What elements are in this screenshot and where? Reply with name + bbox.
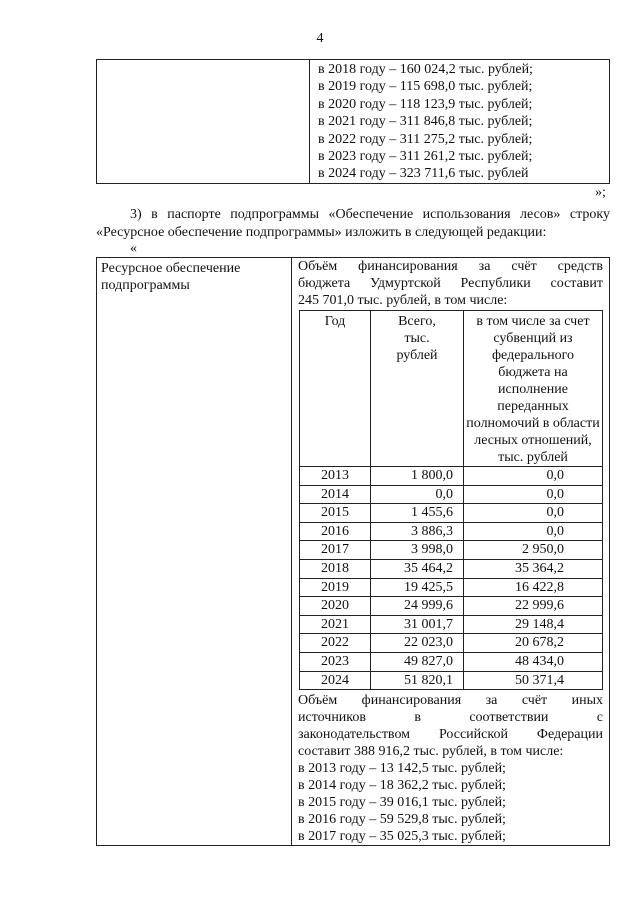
other-sources-line: составит 388 916,2 тыс. рублей, в том числе:: [298, 744, 564, 760]
intro-line: 245 701,0 тыс. рублей, в том числе:: [298, 293, 508, 308]
funding-line: в 2022 году – 311 275,2 тыс. рублей;: [318, 131, 533, 147]
header-subvention-text: в том числе за счет: [476, 314, 590, 329]
total-cell: 3 886,3: [371, 522, 464, 541]
year-cell: 2016: [300, 522, 371, 541]
header-total-text: рублей: [396, 348, 438, 363]
resource-provision-table: [96, 257, 610, 846]
total-cell: 51 820,1: [371, 671, 464, 690]
table-row: [300, 615, 603, 634]
year-cell: 2013: [300, 467, 371, 486]
intro-line: бюджета Удмуртской Республики составит: [298, 276, 603, 291]
subvention-cell: 20 678,2: [464, 634, 603, 653]
funding-line: в 2019 году – 115 698,0 тыс. рублей;: [318, 79, 533, 95]
subvention-cell: 0,0: [464, 467, 603, 486]
header-subvention-text: тыс. рублей: [498, 450, 568, 465]
year-cell: 2017: [300, 541, 371, 560]
total-cell: 19 425,5: [371, 578, 464, 597]
year-funding-line: в 2014 году – 18 362,2 тыс. рублей;: [298, 778, 506, 794]
year-cell: 2024: [300, 671, 371, 690]
resource-label-line: Ресурсное обеспечение: [101, 261, 241, 276]
header-subvention-text: бюджета на: [498, 365, 568, 380]
total-cell: 49 827,0: [371, 652, 464, 671]
other-sources-line: законодательством Российской Федерации: [298, 727, 603, 743]
funding-line: в 2020 году – 118 123,9 тыс. рублей;: [318, 96, 533, 112]
total-cell: 24 999,6: [371, 597, 464, 616]
other-sources-line: Объём финансирования за счёт иных: [298, 693, 603, 709]
table-row: [300, 559, 603, 578]
total-cell: 1 800,0: [371, 467, 464, 486]
other-sources-line: источников в соответствии с: [298, 710, 603, 726]
total-cell: 0,0: [371, 485, 464, 504]
subvention-cell: 29 148,4: [464, 615, 603, 634]
header-year-text: Год: [324, 314, 346, 329]
year-cell: 2022: [300, 634, 371, 653]
table-row: [300, 597, 603, 616]
subvention-cell: 22 999,6: [464, 597, 603, 616]
year-funding-line: в 2015 году – 39 016,1 тыс. рублей;: [298, 795, 506, 811]
year-cell: 2018: [300, 559, 371, 578]
total-cell: 31 001,7: [371, 615, 464, 634]
subvention-cell: 48 434,0: [464, 652, 603, 671]
header-subvention: [464, 311, 603, 467]
year-funding-line: в 2017 году – 35 025,3 тыс. рублей;: [298, 829, 506, 845]
year-cell: 2014: [300, 485, 371, 504]
resource-content-cell: [292, 258, 610, 846]
header-total: [371, 311, 464, 467]
year-cell: 2019: [300, 578, 371, 597]
year-cell: 2015: [300, 504, 371, 523]
subvention-cell: 50 371,4: [464, 671, 603, 690]
subvention-cell: 0,0: [464, 485, 603, 504]
resource-label-cell: [97, 258, 292, 846]
year-cell: 2021: [300, 615, 371, 634]
intro-line: Объём финансирования за счёт средств: [298, 259, 603, 274]
total-cell: 3 998,0: [371, 541, 464, 560]
year-cell: 2020: [300, 597, 371, 616]
header-year: [300, 311, 371, 467]
table-row: [300, 485, 603, 504]
table-row: [300, 504, 603, 523]
header-subvention-text: исполнение: [498, 382, 568, 397]
closing-quote: »;: [595, 185, 606, 200]
budget-by-year-table: [299, 310, 603, 690]
funding-line: в 2021 году – 311 846,8 тыс. рублей;: [318, 114, 533, 130]
header-subvention-text: полномочий в области: [466, 416, 600, 431]
header-subvention-text: переданных: [497, 399, 569, 414]
top-table-values-cell: [310, 60, 610, 184]
table-row: [300, 522, 603, 541]
funding-line: в 2018 году – 160 024,2 тыс. рублей;: [318, 62, 533, 77]
year-cell: 2023: [300, 652, 371, 671]
table-row: [300, 634, 603, 653]
header-subvention-text: лесных отношений,: [474, 433, 592, 448]
resource-label-line: подпрограммы: [101, 278, 190, 293]
subvention-cell: 0,0: [464, 522, 603, 541]
funding-line: в 2024 году – 323 711,6 тыс. рублей: [318, 166, 529, 182]
table-row: [300, 467, 603, 486]
header-subvention-text: субвенций из: [493, 331, 573, 346]
year-funding-line: в 2013 году – 13 142,5 тыс. рублей;: [298, 761, 506, 777]
subvention-cell: 16 422,8: [464, 578, 603, 597]
subvention-cell: 2 950,0: [464, 541, 603, 560]
header-subvention-text: федерального: [491, 348, 575, 363]
year-funding-line: в 2016 году – 59 529,8 тыс. рублей;: [298, 812, 506, 828]
opening-quote: «: [130, 241, 137, 256]
header-total-text: Всего,: [398, 314, 436, 329]
funding-line: в 2023 году – 311 261,2 тыс. рублей;: [318, 148, 533, 164]
total-cell: 35 464,2: [371, 559, 464, 578]
subvention-cell: 0,0: [464, 504, 603, 523]
subvention-cell: 35 364,2: [464, 559, 603, 578]
table-row: [300, 652, 603, 671]
table-row: [300, 578, 603, 597]
header-total-text: тыс.: [404, 331, 430, 346]
table-row: [300, 671, 603, 690]
paragraph-line-1: 3) в паспорте подпрограммы «Обеспечение использования лесов» строку: [130, 207, 610, 222]
paragraph-line-2: «Ресурсное обеспечение подпрограммы» изложить в следующей редакции:: [96, 225, 547, 240]
page-number: 4: [316, 31, 324, 46]
top-continuation-table: [96, 59, 610, 184]
top-table-empty-cell: [97, 60, 310, 184]
table-row: [300, 541, 603, 560]
total-cell: 1 455,6: [371, 504, 464, 523]
total-cell: 22 023,0: [371, 634, 464, 653]
